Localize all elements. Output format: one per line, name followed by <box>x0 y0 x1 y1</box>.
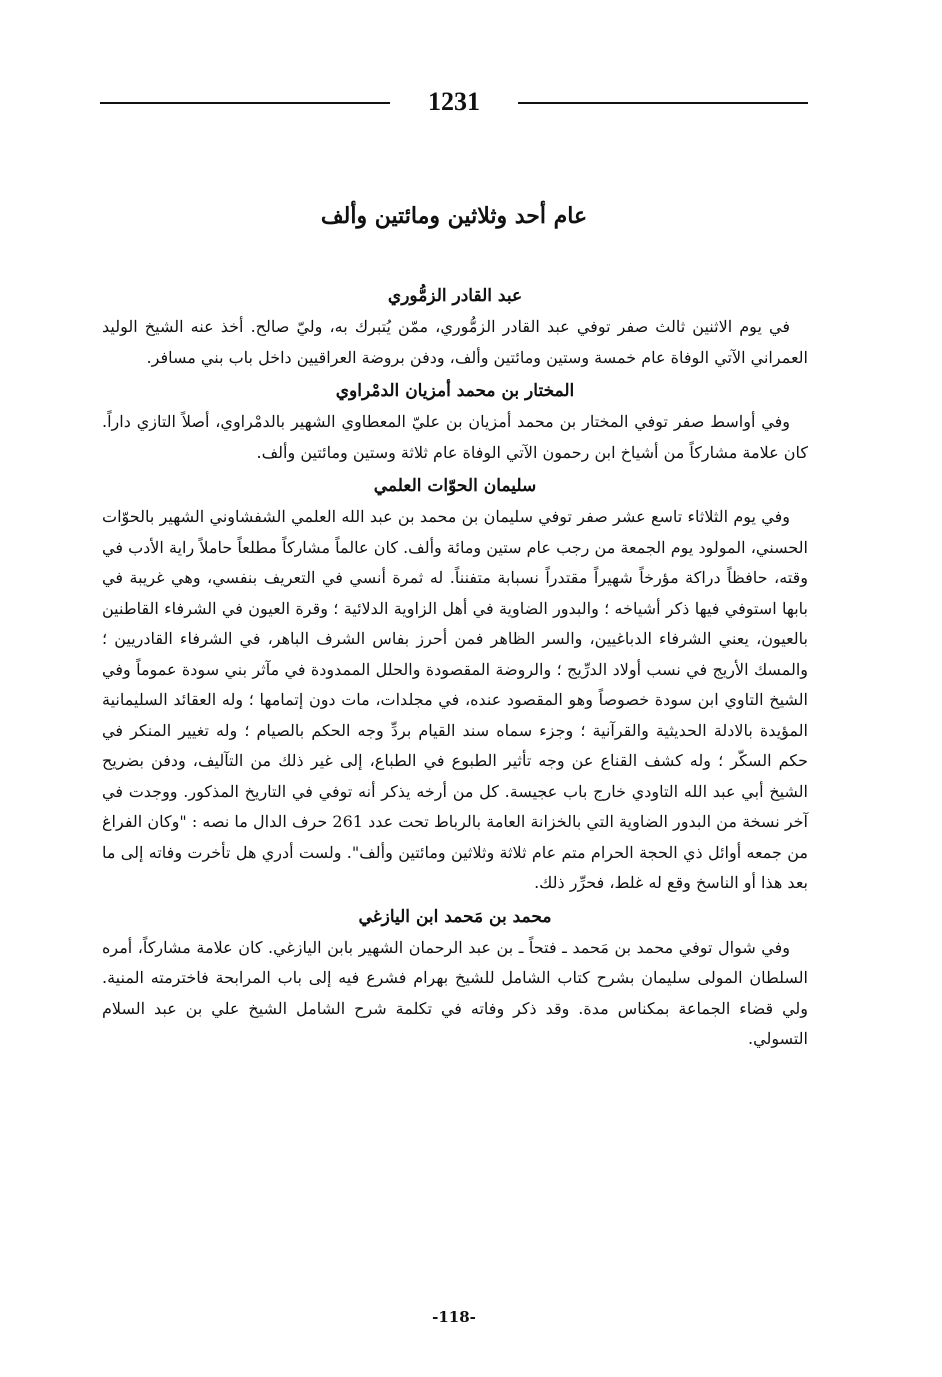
entry-title: عبد القادر الزمُّوري <box>387 286 523 306</box>
header-year: 1231 <box>428 87 480 116</box>
entry <box>102 901 808 1055</box>
entry <box>102 280 808 373</box>
header-rule-left <box>100 102 390 104</box>
entry-text: في يوم الاثنين ثالث صفر توفي عبد القادر الزمُّوري، ممّن يُتبرك به، وليّ صالح. أخذ عنه الشيخ الوليد العمراني الآتي الوفاة عام خمسة وستين ومائتين وألف، ودفن بروضة العراقيين داخل باب بني مسافر. <box>102 317 808 367</box>
chapter-title: عام أحد وثلاثين ومائتين وألف <box>320 203 588 229</box>
entry-text: وفي شوال توفي محمد بن مَحمد ـ فتحاً ـ بن عبد الرحمان الشهير بابن اليازغي. كان علامة مشاركاً، أمره السلطان المولى سليمان بشرح كتاب الشامل للشيخ بهرام فشرع فيه إلى باب المرابحة فاخترمته المنية. ولي قضاء الجماعة بمكناس مدة. وقد ذكر وفاته في تكلمة شرح الشامل الشيخ علي بن عبد السلام التسولي. <box>102 937 808 1048</box>
entry-text: وفي يوم الثلاثاء تاسع عشر صفر توفي سليمان بن محمد بن عبد الله العلمي الشفشاوني الشهير بالحوّات الحسني، المولود يوم الجمعة من رجب عام ستين ومائة وألف. كان عالماً مشاركاً مطلعاً حاملاً راية الأدب في وقته، حافظاً دراكة مؤرخاً شهيراً مقتدراً نسبابة متفنناً. له ثمرة أنسي في التعريف بنفسي، وهي غريبة في بابها استوفي فيها ذكر أشياخه ؛ والبدور الضاوية في أهل الزاوية الدلائية ؛ وقرة العيون في الشرفاء القاطنين بالعيون، يعني الشرفاء الدباغيين، والسر الظاهر فمن أحرز بفاس الشرف الباهر، في الشرفاء القادريين ؛ والمسك الأريج في نسب أولاد الدرِّيج ؛ والروضة المقصودة والحلل الممدودة في مآثر بني سودة عموماً وفي الشيخ التاوي ابن سودة خصوصاً وهو المقصود عنده، في مجلدات، مات دون إتمامها ؛ وله العقائد السليمانية المؤيدة بالادلة الحديثية والقرآنية ؛ وجزء سماه سند القيام بردِّ وجه الحكم بالصيام ؛ وله تغيير المنكر في حكم السكّر ؛ وله كشف القناع عن وجه تأثير الطبوع في الطباع، إلى غير ذلك من التآليف، ودفن بضريح الشيخ أبي عبد الله التاودي خارج باب عجيسة. كل من أرخه يذكر أنه توفي في التاريخ المذكور. ووجدت في آخر نسخة من البدور الضاوية التي بالخزانة العامة بالرباط تحت عدد 261 حرف الدال ما نصه : "وكان الفراغ من جمعه أوائل ذي الحجة الحرام متم عام ثلاثة وثلاثين ومائتين وألف". ولست أدري هل تأخرت وفاته إلى ما بعد هذا أو الناسخ وقع له غلط، فحرِّر ذلك. <box>102 507 809 892</box>
entry-title: محمد بن مَحمد ابن اليازغي <box>358 906 552 927</box>
entry-title: المختار بن محمد أمزيان الدمْراوي <box>335 381 575 401</box>
page-header <box>100 80 808 124</box>
page-number: -118- <box>432 1308 476 1326</box>
entry-text: وفي أواسط صفر توفي المختار بن محمد أمزيان بن عليّ المعطاوي الشهير بالدمْراوي، أصلاً التازي داراً. كان علامة مشاركاً من أشياخ ابن رحمون الآتي الوفاة عام ثلاثة وستين ومائتين وألف. <box>102 412 808 462</box>
entry <box>102 375 808 468</box>
entry-title: سليمان الحوّات العلمي <box>373 476 537 496</box>
content <box>102 280 808 1057</box>
entry <box>102 470 808 899</box>
